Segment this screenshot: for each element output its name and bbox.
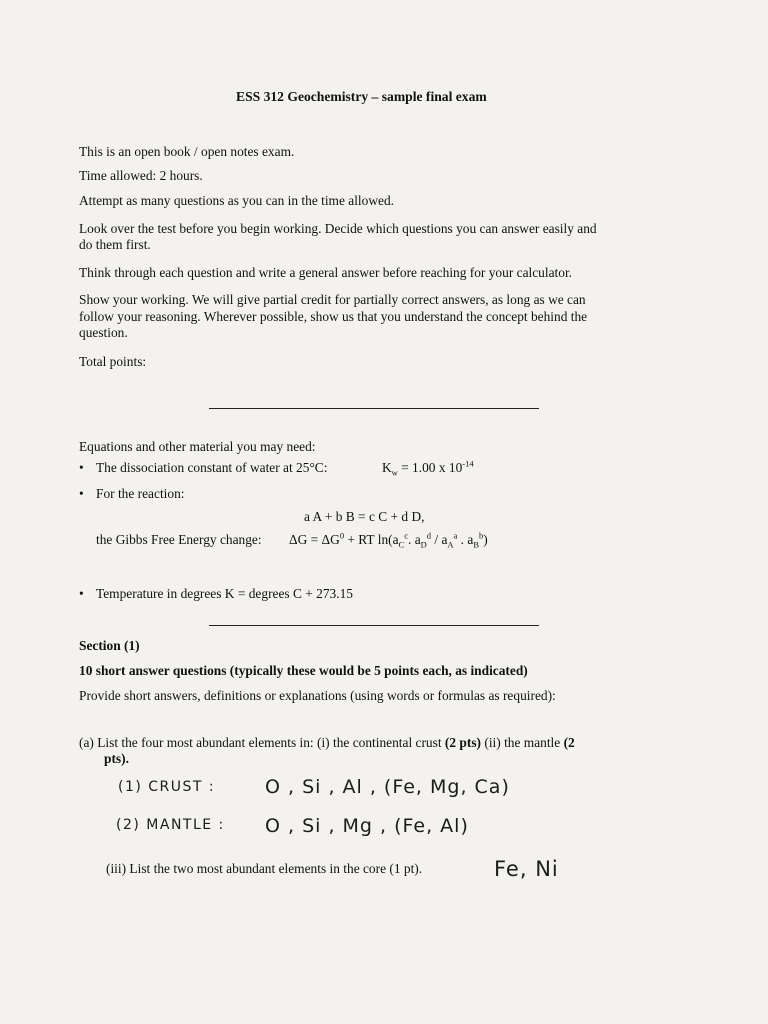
equations-heading: Equations and other material you may need: [79, 439, 316, 454]
divider-rule [209, 625, 539, 626]
instruction-look-over-1: Look over the test before you begin working. Decide which questions you can answer easily and [79, 221, 597, 236]
instruction-attempt: Attempt as many questions as you can in the time allowed. [79, 193, 394, 208]
water-constant-value: $K_w = 1.00$ x $10^{-14}$ [382, 458, 474, 478]
answer-mantle-label: (2) MANTLE : [116, 817, 225, 833]
water-constant-label: The dissociation constant of water at 25°C: [96, 460, 328, 475]
water-constant-item [79, 460, 327, 476]
bullet-icon: • [79, 586, 84, 601]
divider-rule [209, 408, 539, 409]
instruction-show-2: follow your reasoning. Wherever possible, show us that you understand the concept behind the [79, 309, 588, 324]
instruction-time: Time allowed: 2 hours. [79, 168, 203, 183]
bullet-icon: • [79, 486, 84, 501]
page-title: ESS 312 Geochemistry – sample final exam [236, 89, 487, 104]
instruction-think: Think through each question and write a general answer before reaching for your calculator. [79, 265, 573, 280]
temperature-item [79, 586, 353, 602]
question-a-line1: (a) List the four most abundant elements in: (i) the continental crust (2 pts) (ii) the mantle (2 [79, 735, 575, 750]
reaction-label: For the reaction: [96, 486, 185, 501]
bullet-icon: • [79, 460, 84, 475]
total-points-label: Total points: [79, 354, 147, 369]
reaction-equation: a A + b B = c C + d D, [304, 509, 425, 524]
instruction-show-3: question. [79, 325, 128, 340]
instruction-open-book: This is an open book / open notes exam. [79, 144, 295, 159]
temperature-conversion: Temperature in degrees K = degrees C + 273.15 [96, 586, 353, 601]
reaction-item [79, 486, 185, 502]
section-title: Section (1) [79, 638, 140, 653]
gibbs-equation: $\Delta G = \Delta G^0$ + RT $\ln(a_C^c$. $a_D^d / a_A^a$ . $a_B^b$) [289, 530, 488, 550]
instruction-show-1: Show your working. We will give partial credit for partially correct answers, as long as we can [79, 292, 586, 307]
section-prompt: Provide short answers, definitions or explanations (using words or formulas as required): [79, 688, 556, 703]
answer-mantle: O , Si , Mg , (Fe, Al) [265, 815, 469, 837]
answer-crust: O , Si , Al , (Fe, Mg, Ca) [265, 776, 510, 798]
question-a-line2: pts). [104, 751, 129, 766]
answer-crust-label: (1) CRUST : [118, 779, 216, 795]
question-a-iii: (iii) List the two most abundant elements in the core (1 pt). [106, 861, 423, 876]
gibbs-label: the Gibbs Free Energy change: [96, 532, 262, 547]
instruction-look-over-2: do them first. [79, 237, 151, 252]
answer-core: Fe, Ni [494, 857, 559, 881]
section-subtitle: 10 short answer questions (typically these would be 5 points each, as indicated) [79, 663, 528, 678]
